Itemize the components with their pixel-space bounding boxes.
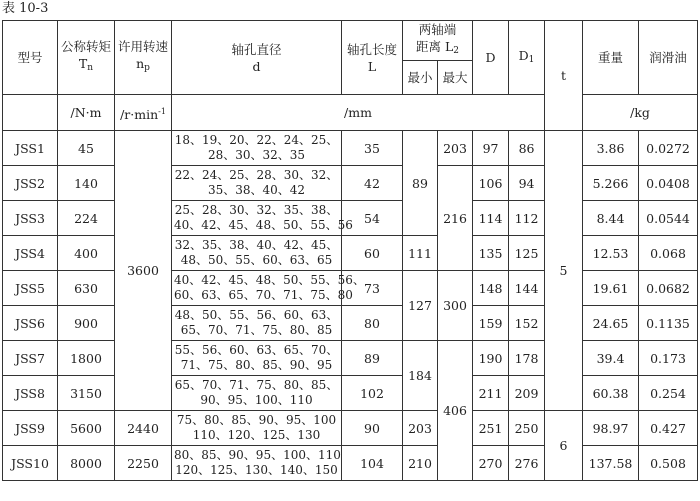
cell-min: 210 xyxy=(403,446,438,481)
cell-torque: 5600 xyxy=(58,411,115,446)
cell-min-merged: 89 xyxy=(403,131,438,236)
cell-lube: 0.254 xyxy=(639,376,698,411)
cell-D1: 178 xyxy=(509,341,545,376)
cell-lube: 0.427 xyxy=(639,411,698,446)
cell-length: 35 xyxy=(342,131,403,166)
cell-lube: 0.0682 xyxy=(639,271,698,306)
cell-length: 104 xyxy=(342,446,403,481)
table-row xyxy=(3,341,698,376)
cell-min-merged: 127 xyxy=(403,271,438,341)
col-length-header: 轴孔长度 L xyxy=(342,21,403,95)
cell-model: JSS9 xyxy=(3,411,58,446)
cell-lube: 0.0544 xyxy=(639,201,698,236)
table-row xyxy=(3,271,698,306)
cell-D1: 152 xyxy=(509,306,545,341)
cell-weight: 98.97 xyxy=(583,411,639,446)
col-lube-header: 润滑油 xyxy=(639,21,698,95)
unit-torque: /N·m xyxy=(58,95,115,131)
cell-D: 211 xyxy=(473,376,509,411)
unit-mm: /mm xyxy=(172,95,545,131)
col-distance-header: 两轴端 距离 $L_2$ xyxy=(403,21,473,61)
cell-t-merged: 6 xyxy=(545,411,583,481)
cell-torque: 45 xyxy=(58,131,115,166)
unit-blank xyxy=(3,95,58,131)
cell-lube: 0.508 xyxy=(639,446,698,481)
cell-torque: 8000 xyxy=(58,446,115,481)
cell-D: 159 xyxy=(473,306,509,341)
cell-weight: 39.4 xyxy=(583,341,639,376)
col-model-header: 型号 xyxy=(3,21,58,95)
cell-D1: 209 xyxy=(509,376,545,411)
table-row xyxy=(3,446,698,481)
cell-torque: 900 xyxy=(58,306,115,341)
table-row xyxy=(3,306,698,341)
table-row xyxy=(3,166,698,201)
table-row xyxy=(3,201,698,236)
cell-model: JSS1 xyxy=(3,131,58,166)
cell-torque: 140 xyxy=(58,166,115,201)
col-weight-header: 重量 xyxy=(583,21,639,95)
cell-length: 102 xyxy=(342,376,403,411)
cell-D1: 94 xyxy=(509,166,545,201)
cell-bore: 22、24、25、28、30、32、 35、38、40、42 xyxy=(172,166,342,201)
cell-bore: 65、70、71、75、80、85、 90、95、100、110 xyxy=(172,376,342,411)
cell-D1: 276 xyxy=(509,446,545,481)
cell-bore: 32、35、38、40、42、45、 48、50、55、60、63、65 xyxy=(172,236,342,271)
cell-lube: 0.0408 xyxy=(639,166,698,201)
unit-kg: /kg xyxy=(583,95,698,131)
cell-bore: 40、42、45、48、50、55、56、 60、63、65、70、71、75、80 xyxy=(172,271,342,306)
cell-max-merged: 300 xyxy=(438,271,473,341)
cell-max: 203 xyxy=(438,131,473,166)
cell-model: JSS8 xyxy=(3,376,58,411)
cell-lube: 0.1135 xyxy=(639,306,698,341)
cell-model: JSS6 xyxy=(3,306,58,341)
table-row xyxy=(3,131,698,166)
cell-weight: 24.65 xyxy=(583,306,639,341)
cell-weight: 8.44 xyxy=(583,201,639,236)
cell-length: 73 xyxy=(342,271,403,306)
cell-weight: 19.61 xyxy=(583,271,639,306)
cell-max-merged: 216 xyxy=(438,166,473,271)
cell-length: 89 xyxy=(342,341,403,376)
cell-min: 203 xyxy=(403,411,438,446)
cell-D: 106 xyxy=(473,166,509,201)
col-D1-header: $D_1$ xyxy=(509,21,545,95)
cell-bore: 25、28、30、32、35、38、 40、42、45、48、50、55、56 xyxy=(172,201,342,236)
cell-speed: 2440 xyxy=(115,411,172,446)
cell-speed-merged: 3600 xyxy=(115,131,172,411)
cell-model: JSS5 xyxy=(3,271,58,306)
cell-D1: 86 xyxy=(509,131,545,166)
cell-D: 148 xyxy=(473,271,509,306)
cell-max-merged: 406 xyxy=(438,341,473,481)
cell-torque: 1800 xyxy=(58,341,115,376)
cell-weight: 3.86 xyxy=(583,131,639,166)
cell-model: JSS7 xyxy=(3,341,58,376)
cell-D1: 250 xyxy=(509,411,545,446)
table-caption: 表 10-3 xyxy=(2,1,49,16)
cell-length: 42 xyxy=(342,166,403,201)
cell-length: 90 xyxy=(342,411,403,446)
cell-D: 97 xyxy=(473,131,509,166)
cell-length: 80 xyxy=(342,306,403,341)
cell-torque: 630 xyxy=(58,271,115,306)
cell-D: 114 xyxy=(473,201,509,236)
cell-D: 270 xyxy=(473,446,509,481)
coupling-spec-table xyxy=(2,20,698,481)
cell-weight: 137.58 xyxy=(583,446,639,481)
cell-D: 251 xyxy=(473,411,509,446)
col-max-header: 最大 xyxy=(438,61,473,95)
cell-bore: 18、19、20、22、24、25、 28、30、32、35 xyxy=(172,131,342,166)
cell-D: 190 xyxy=(473,341,509,376)
cell-lube: 0.173 xyxy=(639,341,698,376)
cell-bore: 55、56、60、63、65、70、 71、75、80、85、90、95 xyxy=(172,341,342,376)
cell-model: JSS2 xyxy=(3,166,58,201)
cell-length: 54 xyxy=(342,201,403,236)
cell-min-merged: 184 xyxy=(403,341,438,411)
cell-min: 111 xyxy=(403,236,438,271)
cell-model: JSS4 xyxy=(3,236,58,271)
cell-D1: 125 xyxy=(509,236,545,271)
cell-model: JSS3 xyxy=(3,201,58,236)
cell-model: JSS10 xyxy=(3,446,58,481)
col-torque-header: 公称转矩 $T_n$ xyxy=(58,21,115,95)
col-t-header: t xyxy=(545,21,583,131)
cell-t-merged: 5 xyxy=(545,131,583,411)
cell-weight: 60.38 xyxy=(583,376,639,411)
table-row xyxy=(3,236,698,271)
cell-torque: 224 xyxy=(58,201,115,236)
cell-speed: 2250 xyxy=(115,446,172,481)
cell-D1: 144 xyxy=(509,271,545,306)
col-speed-header: 许用转速 $n_p$ xyxy=(115,21,172,95)
unit-speed: $/r\cdot\min^{-1}$ xyxy=(115,95,172,131)
cell-torque: 400 xyxy=(58,236,115,271)
cell-D1: 112 xyxy=(509,201,545,236)
table-row xyxy=(3,376,698,411)
cell-torque: 3150 xyxy=(58,376,115,411)
cell-bore: 80、85、90、95、100、110 120、125、130、140、150 xyxy=(172,446,342,481)
cell-lube: 0.068 xyxy=(639,236,698,271)
cell-bore: 75、80、85、90、95、100 110、120、125、130 xyxy=(172,411,342,446)
cell-lube: 0.0272 xyxy=(639,131,698,166)
cell-weight: 5.266 xyxy=(583,166,639,201)
col-bore-header: 轴孔直径 d xyxy=(172,21,342,95)
col-D-header: D xyxy=(473,21,509,95)
cell-D: 135 xyxy=(473,236,509,271)
cell-weight: 12.53 xyxy=(583,236,639,271)
cell-bore: 48、50、55、56、60、63、 65、70、71、75、80、85 xyxy=(172,306,342,341)
table-row xyxy=(3,411,698,446)
cell-length: 60 xyxy=(342,236,403,271)
col-min-header: 最小 xyxy=(403,61,438,95)
